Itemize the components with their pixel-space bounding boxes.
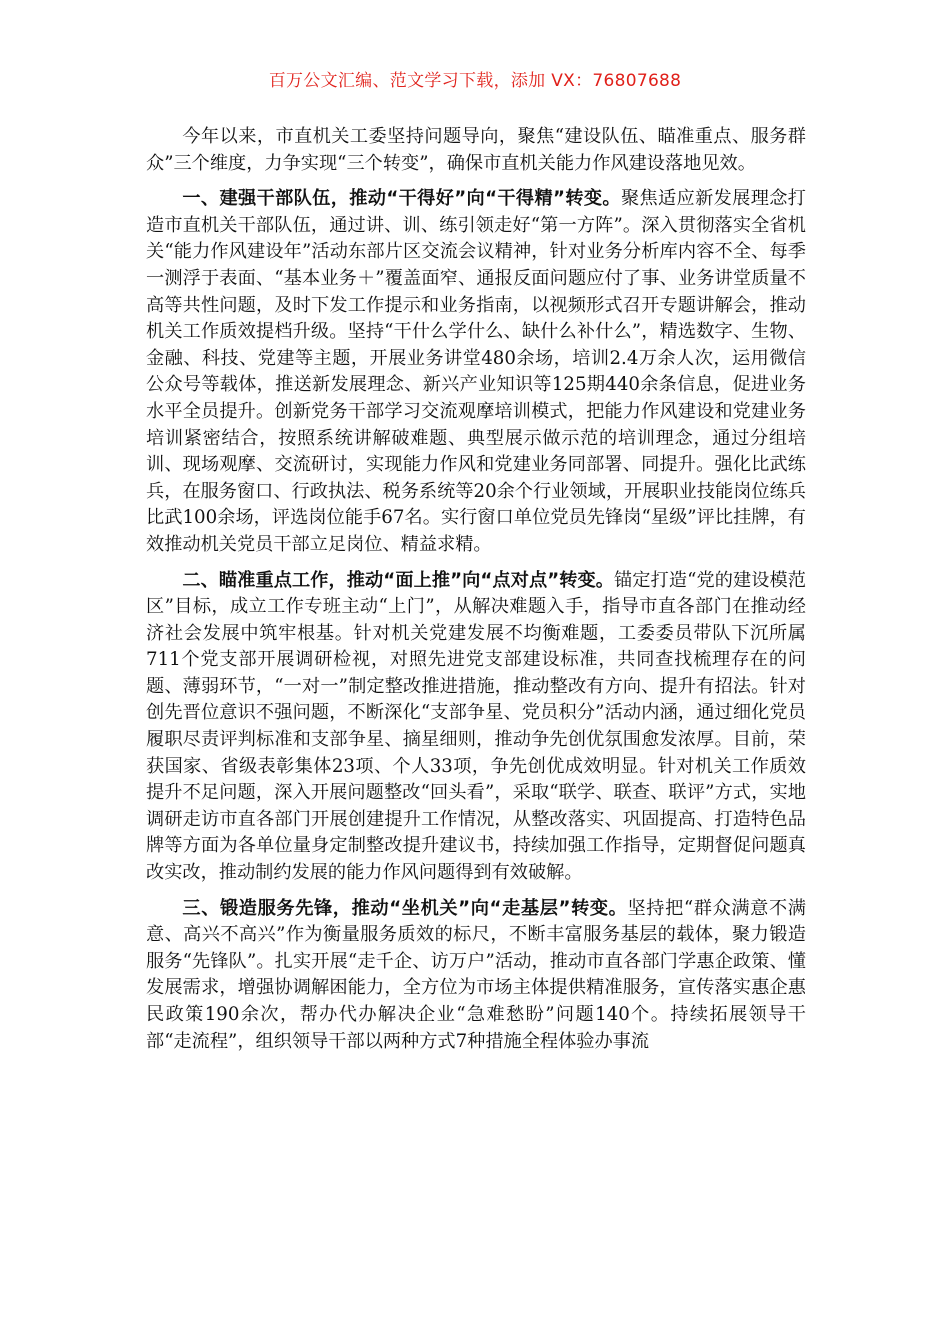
section-body-3: 坚持把“群众满意不满意、高兴不高兴”作为衡量服务质效的标尺，不断丰富服务基层的载体，聚力锻造服务“先锋队”。扎实开展“走千企、访万户”活动，推动市直各部门学惠企政策、懂发展需求，增强协调解困能力，全方位为市场主体提供精准服务，宣传落实惠企惠民政策190余次，帮办代办解决企业“急难愁盼”问题140个。持续拓展领导干部“走流程”，组织领导干部以两种方式7种措施全程体验办事流 <box>146 897 806 1052</box>
section-heading-3: 三、锻造服务先锋，推动“坐机关”向“走基层”转变。 <box>182 897 628 919</box>
section-paragraph-1 <box>146 186 806 558</box>
document-body <box>146 124 806 1064</box>
section-heading-2: 二、瞄准重点工作，推动“面上推”向“点对点”转变。 <box>182 569 615 591</box>
section-paragraph-3 <box>146 896 806 1056</box>
section-body-2: 锚定打造“党的建设模范区”目标，成立工作专班主动“上门”，从解决难题入手，指导市直各部门在推动经济社会发展中筑牢根基。针对机关党建发展不均衡难题，工委委员带队下沉所属711个党支部开展调研检视，对照先进党支部建设标准，共同查找梳理存在的问题、薄弱环节，“一对一”制定整改推进措施，推动整改有方向、提升有招法。针对创先晋位意识不强问题，不断深化“支部争星、党员积分”活动内涵，通过细化党员履职尽责评判标准和支部争星、摘星细则，推动争先创优氛围愈发浓厚。目前，荣获国家、省级表彰集体23项、个人33项，争先创优成效明显。针对机关工作质效提升不足问题，深入开展问题整改“回头看”，采取“联学、联查、联评”方式，实地调研走访市直各部门开展创建提升工作情况，从整改落实、巩固提高、打造特色品牌等方面为各单位量身定制整改提升建议书，持续加强工作指导，定期督促问题真改实改，推动制约发展的能力作风问题得到有效破解。 <box>146 569 806 884</box>
intro-paragraph: 今年以来，市直机关工委坚持问题导向，聚焦“建设队伍、瞄准重点、服务群众”三个维度，力争实现“三个转变”，确保市直机关能力作风建设落地见效。 <box>146 126 806 174</box>
promo-header: 百万公文汇编、范文学习下载，添加 VX：76807688 <box>268 71 682 91</box>
section-paragraph-2 <box>146 568 806 887</box>
section-heading-1: 一、建强干部队伍，推动“干得好”向“干得精”转变。 <box>182 188 621 210</box>
section-body-1: 聚焦适应新发展理念打造市直机关干部队伍，通过讲、训、练引领走好“第一方阵”。深入贯彻落实全省机关“能力作风建设年”活动东部片区交流会议精神，针对业务分析库内容不全、每季一测浮于表面、“基本业务＋”覆盖面窄、通报反面问题应付了事、业务讲堂质量不高等共性问题，及时下发工作提示和业务指南，以视频形式召开专题讲解会，推动机关工作质效提档升级。坚持“干什么学什么、缺什么补什么”，精选数字、生物、金融、科技、党建等主题，开展业务讲堂480余场，培训2.4万余人次，运用微信公众号等载体，推送新发展理念、新兴产业知识等125期440余条信息，促进业务水平全员提升。创新党务干部学习交流观摩培训模式，把能力作风建设和党建业务培训紧密结合，按照系统讲解破难题、典型展示做示范的培训理念，通过分组培训、现场观摩、交流研讨，实现能力作风和党建业务同部署、同提升。强化比武练兵，在服务窗口、行政执法、税务系统等20余个行业领域，开展职业技能岗位练兵比武100余场，评选岗位能手67名。实行窗口单位党员先锋岗“星级”评比挂牌，有效推动机关党员干部立足岗位、精益求精。 <box>146 188 806 555</box>
